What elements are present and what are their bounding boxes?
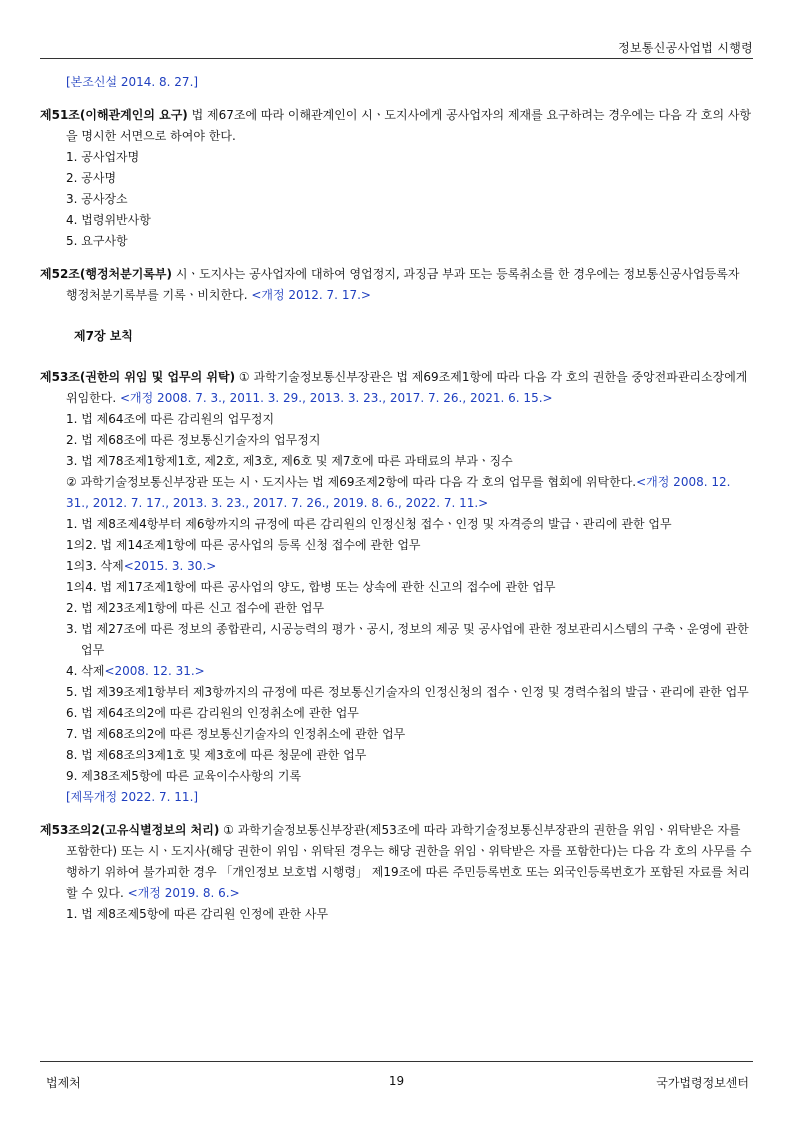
article-53-paragraph-2-amend: <개정 2008. 12. 31., 2012. 7. 17., 2013. 3. 23., 2017. 7. 26., 2019. 8. 6., 2022. 7. 11.>: [66, 475, 731, 510]
article-53-heading: 제53조(권한의 위임 및 업무의 위탁): [40, 370, 236, 384]
article-53-p2-item-8: 8. 법 제68조의3제1호 및 제3호에 따른 청문에 관한 업무: [66, 748, 367, 762]
article-51: [40, 105, 753, 147]
article-53-p2-item-3: 3. 법 제27조에 따른 정보의 종합관리, 시공능력의 평가ㆍ공시, 정보의 제공 및 공사업에 관한 정보관리시스템의 구축ㆍ운영에 관한 업무: [66, 622, 749, 657]
item-1-3-amend: <2015. 3. 30.>: [123, 559, 217, 573]
article-52-heading: 제52조(행정처분기록부): [40, 267, 172, 281]
article-52: [40, 264, 753, 306]
article-52-text: 시ㆍ도지사는 공사업자에 대하여 영업정지, 과징금 부과 또는 등록취소를 한 경우에는 정보통신공사업등록자 행정처분기록부를 기록ㆍ비치한다.: [66, 267, 740, 302]
article-53-amend: <개정 2008. 7. 3., 2011. 3. 29., 2013. 3. 23., 2017. 7. 26., 2021. 6. 15.>: [120, 391, 553, 405]
article-53-p2-item-2: 2. 법 제23조제1항에 따른 신고 접수에 관한 업무: [66, 601, 325, 615]
article-52-amend: <개정 2012. 7. 17.>: [251, 288, 371, 302]
document-body: [40, 72, 753, 925]
article-53: [40, 367, 753, 409]
item-4-text: 4. 삭제: [66, 664, 105, 678]
article-53-p1-item-2: 2. 법 제68조에 따른 정보통신기술자의 업무정지: [66, 433, 321, 447]
chapter-title: 제7장 보칙: [74, 329, 133, 343]
article-53-2-item-1: 1. 법 제8조제5항에 따른 감리원 인정에 관한 사무: [66, 907, 329, 921]
article-53-p2-item-1-4: 1의4. 법 제17조제1항에 따른 공사업의 양도, 합병 또는 상속에 관한 신고의 접수에 관한 업무: [66, 580, 556, 594]
article-53-p2-item-7: 7. 법 제68조의2에 따른 정보통신기술자의 인정취소에 관한 업무: [66, 727, 406, 741]
article-53-p1-item-3: 3. 법 제78조제1항제1호, 제2호, 제3호, 제6호 및 제7호에 따른 과태료의 부과ㆍ징수: [66, 454, 513, 468]
article-51-item-4: 4. 법령위반사항: [66, 213, 151, 227]
article-51-item-1: 1. 공사업자명: [66, 150, 140, 164]
article-51-text: 법 제67조에 따라 이해관계인이 시ㆍ도지사에게 공사업자의 제재를 요구하려는 경우에는 다음 각 호의 사항을 명시한 서면으로 하여야 한다.: [66, 108, 752, 143]
article-53-p2-item-9: 9. 제38조제5항에 따른 교육이수사항의 기록: [66, 769, 302, 783]
item-4-amend: <2008. 12. 31.>: [104, 664, 205, 678]
article-53-2: [40, 820, 753, 904]
item-1-3-text: 1의3. 삭제: [66, 559, 124, 573]
article-53-p1-item-1: 1. 법 제64조에 따른 감리원의 업무정지: [66, 412, 275, 426]
footer-center-name: 국가법령정보센터: [656, 1076, 749, 1090]
page-header: [40, 32, 753, 59]
article-53-p2-item-1-2: 1의2. 법 제14조제1항에 따른 공사업의 등록 신청 접수에 관한 업무: [66, 538, 421, 552]
page-footer: [40, 1061, 753, 1092]
article-53-2-heading: 제53조의2(고유식별정보의 처리): [40, 823, 220, 837]
article-53-p2-item-1: 1. 법 제8조제4항부터 제6항까지의 규정에 따른 감리원의 인정신청 접수ㆍ인정 및 자격증의 발급ㆍ관리에 관한 업무: [66, 517, 672, 531]
article-53-text: ① 과학기술정보통신부장관은 법 제69조제1항에 따라 다음 각 호의 권한을 중앙전파관리소장에게 위임한다.: [66, 370, 748, 405]
footer-source: 법제처: [46, 1076, 81, 1090]
article-53-p2-item-1-3: [40, 556, 753, 577]
article-53-paragraph-2-text: ② 과학기술정보통신부장관 또는 시ㆍ도지사는 법 제69조제2항에 따라 다음 각 호의 업무를 협회에 위탁한다.: [66, 475, 637, 489]
article-51-item-2: 2. 공사명: [66, 171, 117, 185]
header-title: 정보통신공사업법 시행령: [618, 41, 753, 55]
article-53-p2-item-4: [40, 661, 753, 682]
page-number: 19: [388, 1074, 405, 1088]
article-51-item-3: 3. 공사장소: [66, 192, 128, 206]
article-53-2-amend: <개정 2019. 8. 6.>: [127, 886, 240, 900]
article-51-item-5: 5. 요구사항: [66, 234, 128, 248]
article-53-p2-item-5: 5. 법 제39조제1항부터 제3항까지의 규정에 따른 정보통신기술자의 인정신청의 접수ㆍ인정 및 경력수첩의 발급ㆍ관리에 관한 업무: [66, 685, 749, 699]
article-53-2-text: ① 과학기술정보통신부장관(제53조에 따라 과학기술정보통신부장관의 권한을 위임ㆍ위탁받은 자를 포함한다) 또는 시ㆍ도지사(해당 권한이 위임ㆍ위탁된 경우는 해당 권한을 위임ㆍ위탁받은 자를 포함한다)는 다음 각 호의 사무를 수행하기 위하여 불가피한 경우 「개인정보 보호법 시행령」 제19조에 따른 주민등록번호 또는 외국인등록번호가 포함된 자료를 처리할 수 있다.: [66, 823, 752, 900]
top-note: [본조신설 2014. 8. 27.]: [66, 75, 199, 89]
article-51-heading: 제51조(이해관계인의 요구): [40, 108, 188, 122]
article-53-paragraph-2: [40, 472, 753, 514]
article-53-p2-item-6: 6. 법 제64조의2에 따른 감리원의 인정취소에 관한 업무: [66, 706, 359, 720]
article-53-title-amend: [제목개정 2022. 7. 11.]: [66, 790, 199, 804]
